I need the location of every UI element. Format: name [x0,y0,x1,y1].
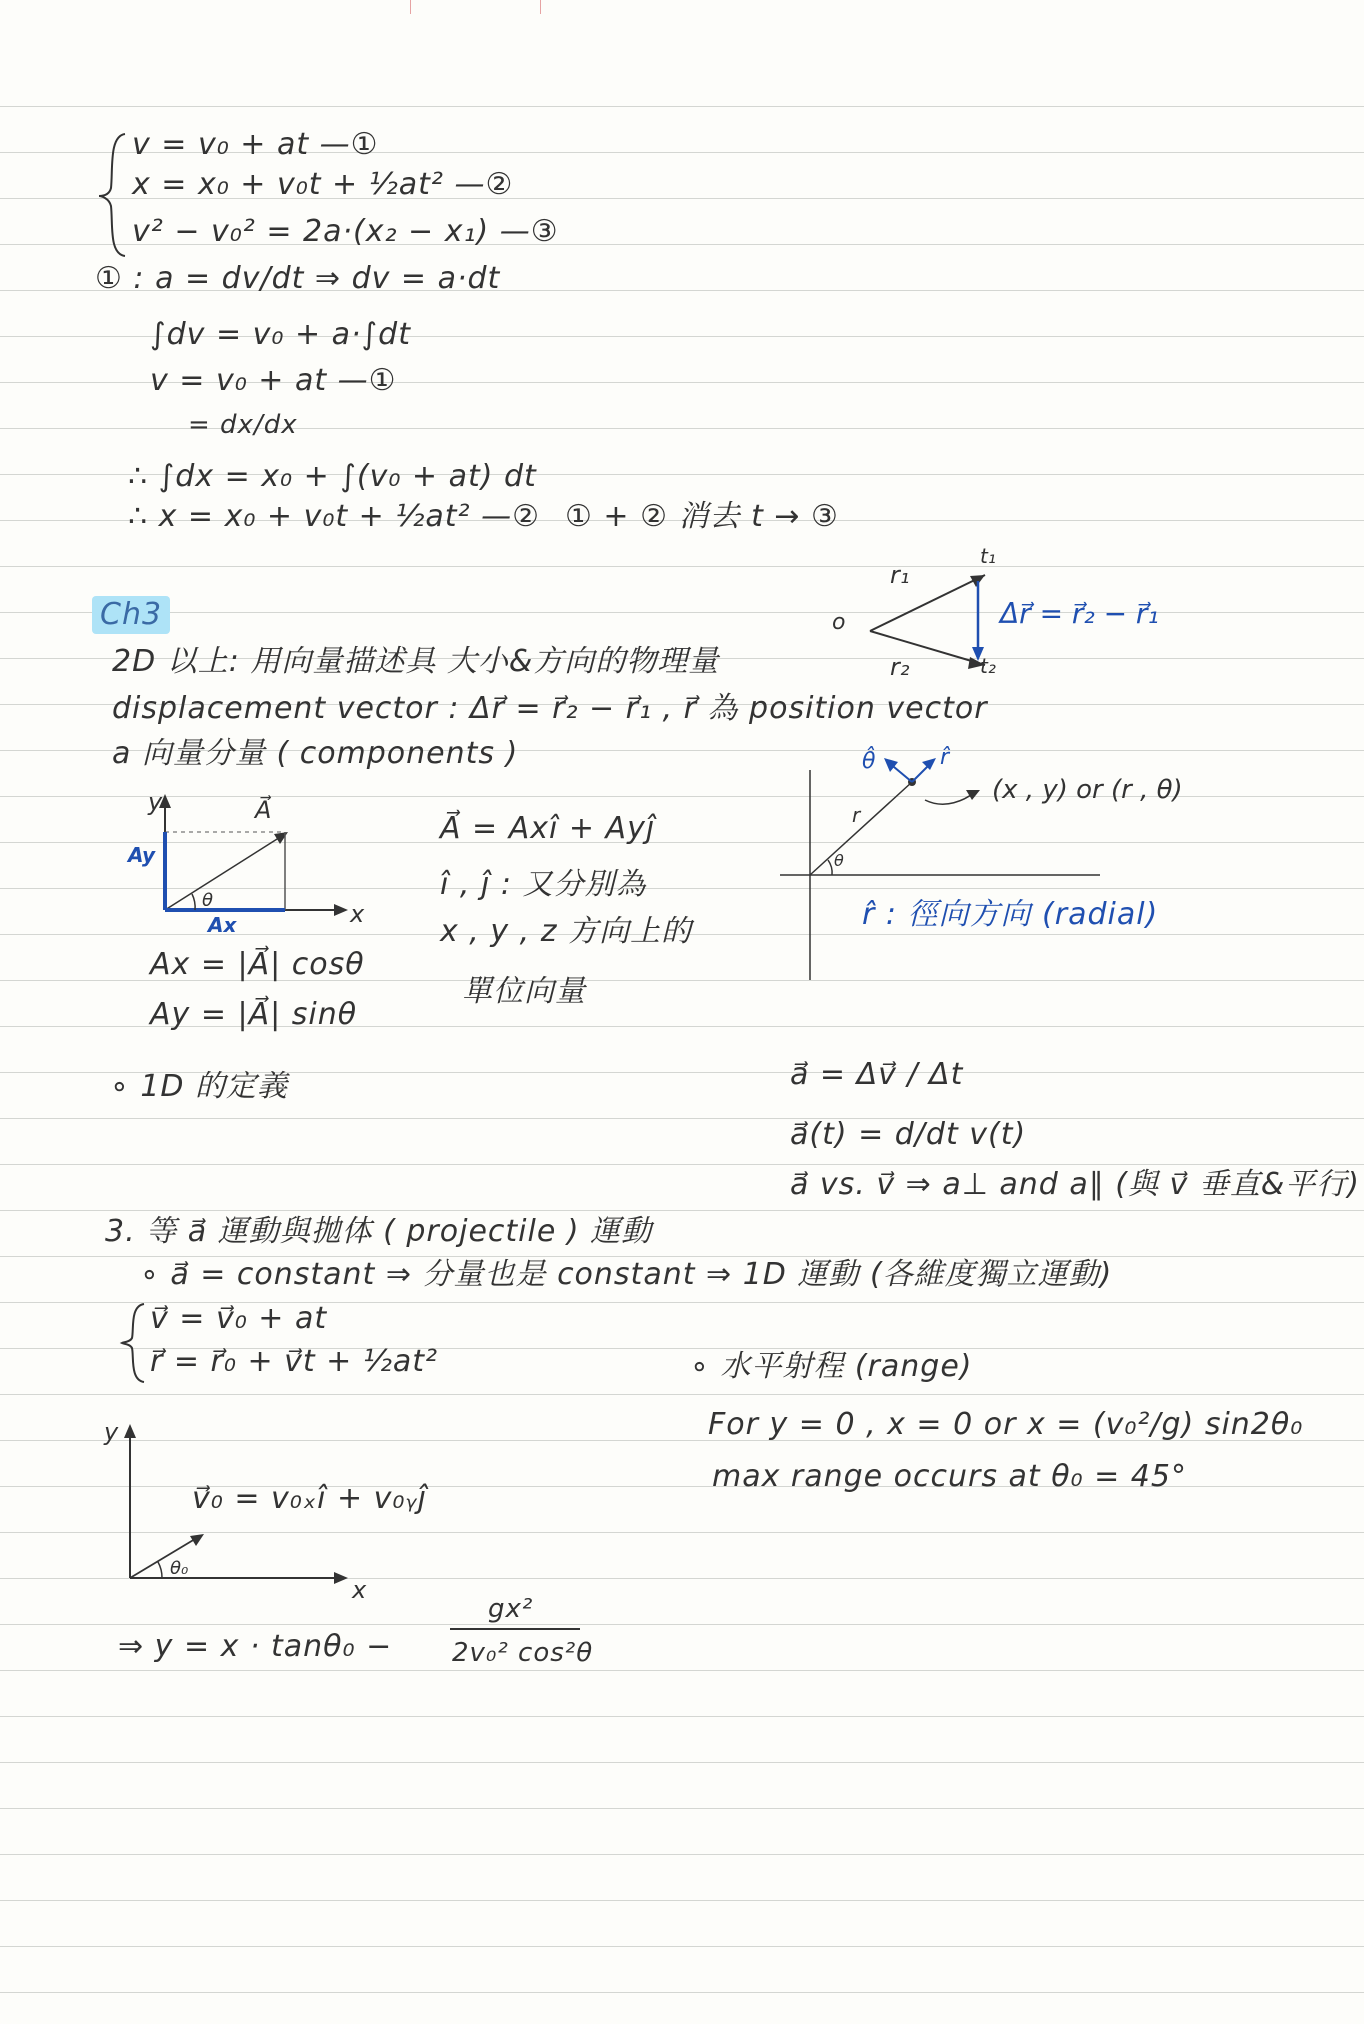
ch3-line-3: a 向量分量 ( components ) [112,736,519,771]
theta0-label: θ₀ [170,1558,189,1579]
acceleration-components: a⃗ vs. v⃗ ⇒ a⊥ and a∥ (與 v⃗ 垂直&平行) [790,1167,1360,1202]
range-equation: For y = 0 , x = 0 or x = (v₀²/g) sin2θ₀ [708,1407,1304,1442]
margin-mark [410,0,411,14]
derivation-line-3: v = v₀ + at —① [150,363,397,398]
ruled-line [0,1394,1364,1395]
derivation-line-4: = dx/dx [188,410,298,440]
ruled-line [0,1808,1364,1809]
polar-coords-label: (x , y) or (r , θ) [992,775,1183,805]
projectile-eq-1: v⃗ = v⃗₀ + at [150,1301,328,1336]
derivation-line-2: ∫dv = v₀ + a·∫dt [150,317,411,352]
ruled-line [0,1164,1364,1165]
system-brace-2 [120,1302,150,1384]
ruled-line [0,1946,1364,1947]
launch-y-axis-label: y [104,1418,119,1446]
ruled-line [0,1210,1364,1211]
ax-label: Ax [208,913,237,937]
delta-r-label: Δr⃗ = r⃗₂ − r⃗₁ [1000,597,1159,630]
ruled-line [0,1900,1364,1901]
initial-velocity: v⃗₀ = v₀ₓî + v₀ᵧĵ [192,1481,427,1516]
equation-2: x = x₀ + v₀t + ½at² —② [132,167,514,202]
unit-vector-note-1: î , ĵ : 又分別為 [440,867,647,902]
ruled-line [0,1670,1364,1671]
derivation-line-6: ∴ x = x₀ + v₀t + ½at² —② [128,499,541,534]
ay-equation: Ay = |A⃗| sinθ [150,997,358,1032]
ay-label: Ay [128,843,156,867]
system-brace [95,130,135,260]
ch3-line-1: 2D 以上: 用向量描述具 大小&方向的物理量 [112,644,720,679]
section-3-line-1: ∘ a⃗ = constant ⇒ 分量也是 constant ⇒ 1D 運動 (各維度獨立運動) [140,1257,1113,1292]
theta-hat-label: θ̂ [862,749,876,774]
t1-label: t₁ [980,544,996,568]
trajectory-numerator: gx² [488,1594,534,1624]
r2-label: r₂ [890,653,910,681]
derivation-line-1: ① : a = dv/dt ⇒ dv = a·dt [95,261,501,296]
ruled-line [0,1762,1364,1763]
max-range-note: max range occurs at θ₀ = 45° [712,1459,1187,1494]
radial-note: r̂ : 徑向方向 (radial) [862,897,1159,932]
fraction-bar [450,1628,580,1630]
polar-diagram [770,740,1250,980]
theta-label: θ [202,890,214,911]
definition-1d: ∘ 1D 的定義 [110,1069,289,1104]
equation-3: v² − v₀² = 2a·(x₂ − x₁) —③ [132,214,559,249]
y-axis-label: y [148,788,163,816]
range-title: ∘ 水平射程 (range) [690,1349,973,1384]
ax-equation: Ax = |A⃗| cosθ [150,947,365,982]
unit-vector-note-3: 單位向量 [462,974,586,1009]
unit-vector-note-2: x , y , z 方向上的 [440,914,693,949]
derivation-line-5: ∴ ∫dx = x₀ + ∫(v₀ + at) dt [128,459,537,494]
r1-label: r₁ [890,561,910,589]
section-3-title: 3. 等 a⃗ 運動與拋体 ( projectile ) 運動 [105,1214,653,1249]
displacement-diagram [820,545,1200,685]
polar-theta-label: θ [834,851,844,870]
r-hat-label: r̂ [940,745,950,770]
trajectory-lhs: ⇒ y = x · tanθ₀ − [118,1629,393,1664]
launch-x-axis-label: x [352,1576,367,1604]
vector-a-label: A⃗ [255,796,272,824]
ruled-line [0,1854,1364,1855]
x-axis-label: x [350,900,365,928]
acceleration-def: a⃗ = Δv⃗ / Δt [790,1057,964,1092]
t2-label: t₂ [980,654,996,678]
acceleration-derivative: a⃗(t) = d/dt v(t) [790,1117,1027,1152]
ruled-line [0,1118,1364,1119]
ch3-line-2: displacement vector : Δr⃗ = r⃗₂ − r⃗₁ , r⃗ 為 position vector [112,691,988,726]
r-length-label: r [852,803,861,827]
trajectory-denominator: 2v₀² cos²θ [452,1638,594,1668]
ruled-line [0,1624,1364,1625]
derivation-line-7: ① + ② 消去 t → ③ [565,499,839,534]
origin-label: o [832,610,846,635]
margin-mark [540,0,541,14]
ruled-line [0,1716,1364,1717]
chapter-heading: Ch3 [100,597,163,632]
projectile-eq-2: r⃗ = r⃗₀ + v⃗t + ½at² [150,1344,439,1379]
ruled-line [0,1992,1364,1993]
components-diagram [120,790,380,940]
ruled-line [0,106,1364,107]
components-eq: A⃗ = Axî + Ayĵ [440,811,656,846]
equation-1: v = v₀ + at —① [132,127,379,162]
